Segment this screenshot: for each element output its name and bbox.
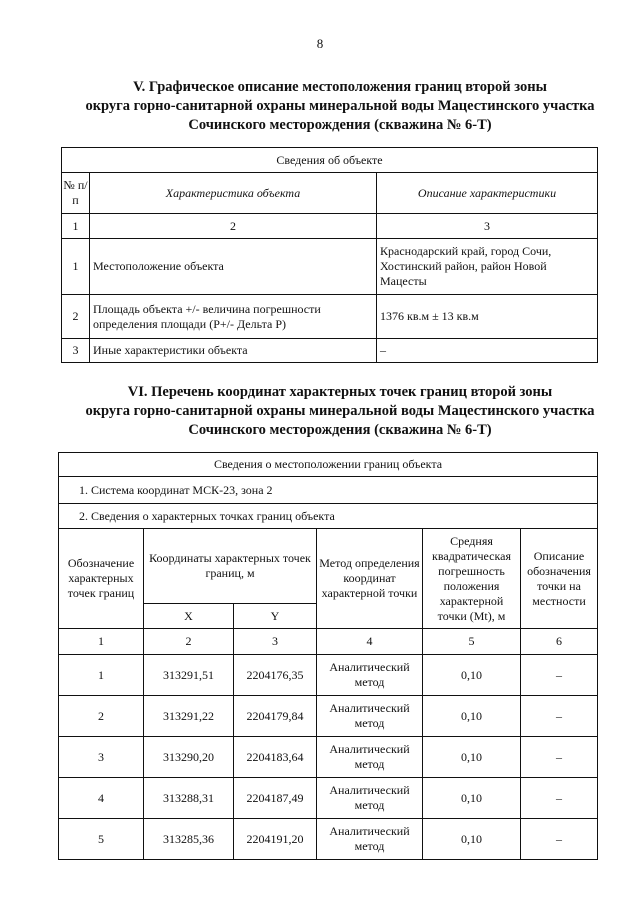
col-number: 2 xyxy=(90,214,377,239)
point-error: 0,10 xyxy=(423,737,521,778)
point-description: – xyxy=(521,737,598,778)
row-description: – xyxy=(377,339,598,363)
row-number: 3 xyxy=(62,339,90,363)
point-error: 0,10 xyxy=(423,778,521,819)
header-x: X xyxy=(144,604,234,629)
header-point: Обозначение характерных точек границ xyxy=(59,529,144,629)
table-row xyxy=(59,696,598,737)
point-y: 2204187,49 xyxy=(234,778,317,819)
section5-title-line: V. Графическое описание местоположения границ второй зоны xyxy=(133,79,547,95)
table-row xyxy=(59,655,598,696)
point-description: – xyxy=(521,696,598,737)
col-number: 1 xyxy=(62,214,90,239)
header-coordinates: Координаты характерных точек границ, м xyxy=(144,529,317,604)
table-row xyxy=(62,295,598,339)
row-description: Краснодарский край, город Сочи, Хостинский район, район Новой Мацесты xyxy=(377,239,598,295)
section5-title-line: округа горно-санитарной охраны минеральной воды Мацестинского участка xyxy=(85,98,595,114)
point-error: 0,10 xyxy=(423,696,521,737)
header-number: № п/п xyxy=(62,173,90,214)
point-id: 2 xyxy=(59,696,144,737)
section6-title-line: округа горно-санитарной охраны минеральной воды Мацестинского участка xyxy=(85,403,595,419)
point-y: 2204183,64 xyxy=(234,737,317,778)
object-info-table xyxy=(61,147,598,363)
header-characteristic: Характеристика объекта xyxy=(90,173,377,214)
row-characteristic: Площадь объекта +/- величина погрешности определения площади (Р+/- Дельта Р) xyxy=(90,295,377,339)
header-y: Y xyxy=(234,604,317,629)
row-characteristic: Иные характеристики объекта xyxy=(90,339,377,363)
coordinate-system: 1. Система координат МСК-23, зона 2 xyxy=(59,477,598,504)
object-info-caption: Сведения об объекте xyxy=(62,148,598,173)
point-description: – xyxy=(521,819,598,860)
point-y: 2204191,20 xyxy=(234,819,317,860)
table-row xyxy=(62,339,598,363)
point-description: – xyxy=(521,778,598,819)
col-number: 6 xyxy=(521,629,598,655)
point-x: 313285,36 xyxy=(144,819,234,860)
point-error: 0,10 xyxy=(423,819,521,860)
point-id: 3 xyxy=(59,737,144,778)
col-number: 1 xyxy=(59,629,144,655)
point-error: 0,10 xyxy=(423,655,521,696)
col-number: 2 xyxy=(144,629,234,655)
row-description: 1376 кв.м ± 13 кв.м xyxy=(377,295,598,339)
point-description: – xyxy=(521,655,598,696)
point-x: 313291,51 xyxy=(144,655,234,696)
coordinates-caption: Сведения о местоположении границ объекта xyxy=(59,453,598,477)
points-info-heading: 2. Сведения о характерных точках границ объекта xyxy=(59,504,598,529)
table-row xyxy=(59,819,598,860)
coordinates-table xyxy=(58,452,598,860)
section5-title xyxy=(40,78,640,135)
point-id: 5 xyxy=(59,819,144,860)
section5-title-line: Сочинского месторождения (скважина № 6-Т) xyxy=(188,117,492,133)
point-method: Аналитический метод xyxy=(317,819,423,860)
col-number: 5 xyxy=(423,629,521,655)
point-id: 4 xyxy=(59,778,144,819)
header-point-description: Описание обозначения точки на местности xyxy=(521,529,598,629)
row-number: 2 xyxy=(62,295,90,339)
page-number: 8 xyxy=(316,36,324,51)
header-description: Описание характеристики xyxy=(377,173,598,214)
table-row xyxy=(59,778,598,819)
table-row xyxy=(59,737,598,778)
section6-title xyxy=(40,383,640,440)
header-error: Средняя квадратическая погрешность положения характерной точки (Mt), м xyxy=(423,529,521,629)
point-id: 1 xyxy=(59,655,144,696)
point-method: Аналитический метод xyxy=(317,696,423,737)
point-method: Аналитический метод xyxy=(317,655,423,696)
section6-title-line: Сочинского месторождения (скважина № 6-Т) xyxy=(188,422,492,438)
row-number: 1 xyxy=(62,239,90,295)
point-y: 2204176,35 xyxy=(234,655,317,696)
row-characteristic: Местоположение объекта xyxy=(90,239,377,295)
point-x: 313291,22 xyxy=(144,696,234,737)
point-x: 313290,20 xyxy=(144,737,234,778)
point-method: Аналитический метод xyxy=(317,737,423,778)
col-number: 3 xyxy=(377,214,598,239)
point-method: Аналитический метод xyxy=(317,778,423,819)
header-method: Метод определения координат характерной точки xyxy=(317,529,423,629)
table-row xyxy=(62,239,598,295)
section6-title-line: VI. Перечень координат характерных точек границ второй зоны xyxy=(127,384,553,400)
col-number: 3 xyxy=(234,629,317,655)
col-number: 4 xyxy=(317,629,423,655)
point-y: 2204179,84 xyxy=(234,696,317,737)
point-x: 313288,31 xyxy=(144,778,234,819)
